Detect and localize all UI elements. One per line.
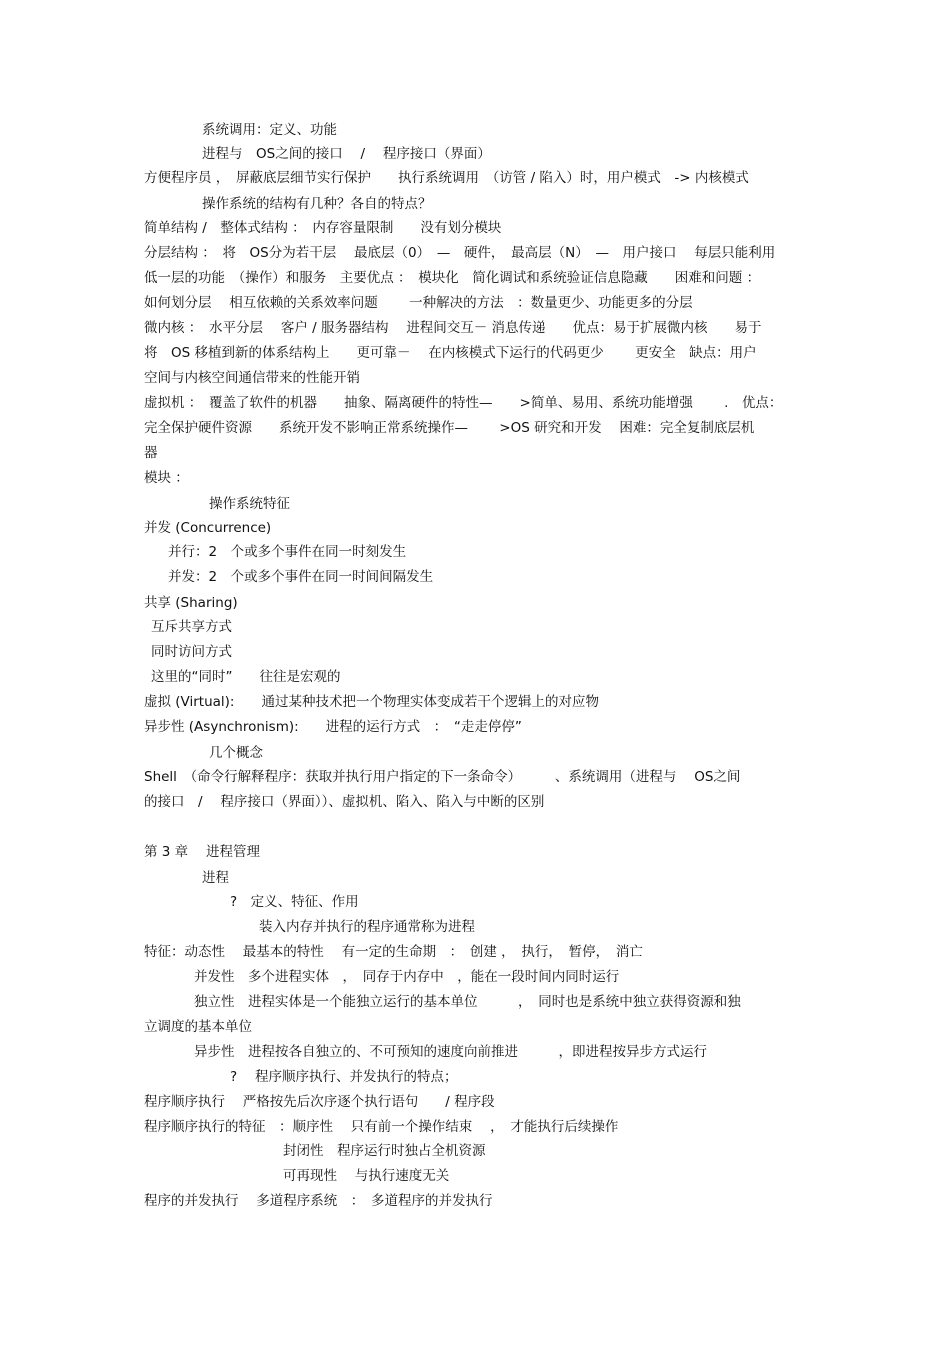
text-line: 封闭性 程序运行时独占全机资源 — [283, 1143, 486, 1159]
text-line: 特征：动态性 最基本的特性 有一定的生命期 ： 创建 ， 执行， 暂停， 消亡 — [144, 944, 643, 960]
text-line: 模块 ： — [144, 470, 189, 486]
text-line: 低一层的功能 （操作）和服务 主要优点 ： 模块化 简化调试和系统验证信息隐藏 困难和问题 ： — [144, 270, 761, 286]
text-line: 互斥共享方式 — [151, 619, 232, 635]
text-line: 完全保护硬件资源 系统开发不影响正常系统操作— >OS 研究和开发 困难：完全复制底层机 — [144, 420, 755, 436]
section-heading: 操作系统特征 — [209, 496, 290, 512]
text-line: 共享 (Sharing) — [144, 595, 238, 611]
text-line: 程序顺序执行的特征 ：顺序性 只有前一个操作结束 ， 才能执行后续操作 — [144, 1119, 619, 1135]
text-line: 如何划分层 相互依赖的关系效率问题 一种解决的方法 ：数量更少、功能更多的分层 — [144, 295, 693, 311]
text-line: 程序顺序执行 严格按先后次序逐个执行语句 / 程序段 — [144, 1094, 495, 1110]
text-line: 虚拟 (Virtual): 通过某种技术把一个物理实体变成若干个逻辑上的对应物 — [144, 694, 599, 710]
text-line: ? 程序顺序执行、并发执行的特点； — [230, 1069, 458, 1085]
text-line: 分层结构 ： 将 OS分为若干层 最底层（0） — 硬件， 最高层（N） — 用户接口 每层只能利用 — [144, 245, 776, 261]
text-line: 将 OS 移植到新的体系结构上 更可靠－ 在内核模式下运行的代码更少 更安全 缺点：用户 — [144, 345, 757, 361]
text-line: 的接口 / 程序接口（界面））、虚拟机、陷入、陷入与中断的区别 — [144, 794, 545, 810]
text-line: 并发 (Concurrence) — [144, 520, 272, 536]
section-heading: 进程 — [202, 870, 229, 886]
text-line: 这里的“同时” 往往是宏观的 — [151, 669, 341, 685]
text-line: Shell （命令行解释程序：获取并执行用户指定的下一条命令） 、系统调用（进程与 OS之间 — [144, 769, 741, 785]
text-line: 方便程序员 ， 屏蔽底层细节实行保护 执行系统调用 （访管 / 陷入）时，用户模式 -> 内核模式 — [144, 170, 749, 186]
text-line: 空间与内核空间通信带来的性能开销 — [144, 370, 360, 386]
text-line: 同时访问方式 — [151, 644, 232, 660]
text-line: 虚拟机 ： 覆盖了软件的机器 抽象、隔离硬件的特性— >简单、易用、系统功能增强 . 优点： — [144, 395, 783, 411]
text-line: 器 — [144, 445, 158, 461]
text-line: 微内核 ： 水平分层 客户 / 服务器结构 进程间交互－ 消息传递 优点：易于扩展微内核 易于 — [144, 320, 762, 336]
text-line: 进程与 OS之间的接口 / 程序接口（界面） — [202, 146, 491, 162]
text-line: 异步性 进程按各自独立的、不可预知的速度向前推进 ，即进程按异步方式运行 — [194, 1044, 707, 1060]
text-line: 并发性 多个进程实体 ， 同存于内存中 ，能在一段时间内同时运行 — [194, 969, 620, 985]
text-line: 简单结构 / 整体式结构 ： 内存容量限制 没有划分模块 — [144, 220, 502, 236]
text-line: 可再现性 与执行速度无关 — [283, 1168, 450, 1184]
text-line: 系统调用：定义、功能 — [202, 122, 337, 138]
text-line: 并行：2 个或多个事件在同一时刻发生 — [168, 544, 407, 560]
text-line: 程序的并发执行 多道程序系统 ： 多道程序的并发执行 — [144, 1193, 493, 1209]
text-line: ? 定义、特征、作用 — [230, 894, 359, 910]
text-line: 并发：2 个或多个事件在同一时间间隔发生 — [168, 569, 434, 585]
section-heading: 操作系统的结构有几种？各自的特点？ — [202, 196, 432, 212]
text-line: 独立性 进程实体是一个能独立运行的基本单位 ， 同时也是系统中独立获得资源和独 — [194, 994, 741, 1010]
chapter-heading: 第 3 章 进程管理 — [144, 844, 260, 860]
text-line: 装入内存并执行的程序通常称为进程 — [259, 919, 475, 935]
section-heading: 几个概念 — [209, 745, 263, 761]
text-line: 异步性 (Asynchronism): 进程的运行方式 ： “走走停停” — [144, 719, 522, 735]
text-line: 立调度的基本单位 — [144, 1019, 252, 1035]
